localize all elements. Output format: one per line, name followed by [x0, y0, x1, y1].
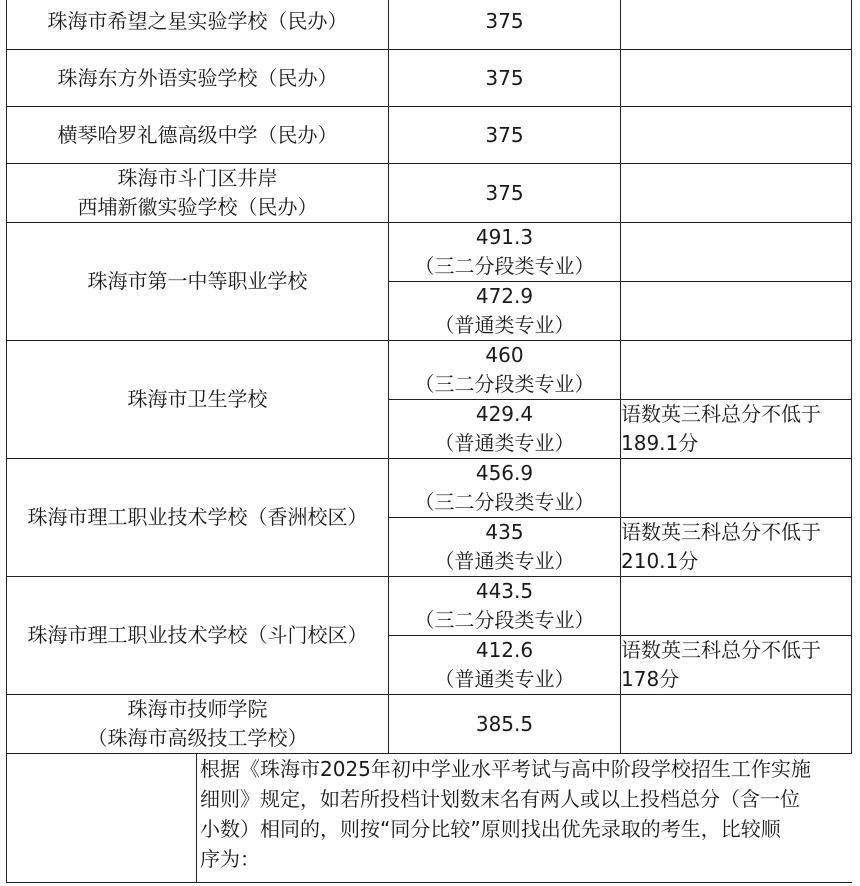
note-cell [621, 0, 852, 50]
note-cell [621, 282, 852, 341]
school-name-line: 西埔新徽实验学校（民办） [77, 195, 318, 219]
note-line: 178分 [621, 667, 680, 691]
school-name-cell [7, 164, 389, 223]
score-value: 443.5 [475, 579, 534, 603]
note-line: 语数英三科总分不低于 [621, 520, 821, 544]
footnote-line: 根据《珠海市2025年初中学业水平考试与高中阶段学校招生工作实施 [200, 757, 811, 781]
score-value: 375 [485, 65, 524, 90]
score-cell [389, 164, 621, 223]
footnote-line: 小数）相同的，则按“同分比较”原则找出优先录取的考生，比较顺 [200, 817, 781, 841]
major-type: （普通类专业） [434, 549, 575, 573]
score-cell [389, 577, 621, 636]
note-cell [621, 695, 852, 754]
table-row [7, 223, 852, 282]
school-name-line: 珠海市希望之星实验学校（民办） [47, 8, 348, 33]
school-name-cell [7, 341, 389, 459]
major-type: （三二分段类专业） [414, 490, 595, 514]
table-body [7, 0, 852, 883]
score-value: 412.6 [475, 638, 534, 662]
footnote-box [196, 754, 852, 882]
school-name-cell [7, 577, 389, 695]
major-type: （普通类专业） [434, 313, 575, 337]
note-line: 语数英三科总分不低于 [621, 638, 821, 662]
score-cell [389, 0, 621, 50]
admission-score-table [6, 0, 852, 883]
school-name-cell [7, 695, 389, 754]
table-row [7, 341, 852, 400]
footnote-line: 细则》规定，如若所投档计划数末名有两人或以上投档总分（含一位 [200, 787, 800, 811]
note-text [621, 518, 851, 576]
note-line: 语数英三科总分不低于 [621, 402, 821, 426]
school-name-line: 珠海市技师学院 [127, 697, 268, 721]
major-type: （普通类专业） [434, 667, 575, 691]
major-type: （三二分段类专业） [414, 372, 595, 396]
major-type: （普通类专业） [434, 431, 575, 455]
note-cell [621, 107, 852, 164]
score-value: 375 [485, 8, 524, 33]
score-value: 460 [485, 343, 524, 367]
major-type: （三二分段类专业） [414, 608, 595, 632]
note-cell [621, 400, 852, 459]
school-name-line: 珠海市理工职业技术学校（香洲校区） [27, 505, 368, 529]
school-name-line: 珠海市斗门区井岸 [117, 166, 278, 190]
school-name-line: （珠海市高级技工学校） [87, 726, 308, 750]
note-line: 189.1分 [621, 431, 699, 455]
score-cell [389, 107, 621, 164]
score-cell [389, 636, 621, 695]
footnote-line: 序为： [200, 847, 260, 871]
score-value: 385.5 [475, 711, 534, 736]
score-value: 429.4 [475, 402, 534, 426]
note-cell [621, 164, 852, 223]
school-name-cell [7, 459, 389, 577]
note-cell [621, 341, 852, 400]
school-name-line: 珠海市理工职业技术学校（斗门校区） [27, 623, 368, 647]
table-row [7, 164, 852, 223]
table-row [7, 459, 852, 518]
school-name-line: 横琴哈罗礼德高级中学（民办） [57, 122, 338, 147]
major-type: （三二分段类专业） [414, 254, 595, 278]
school-name-cell [7, 0, 389, 50]
score-value: 456.9 [475, 461, 534, 485]
note-cell [621, 518, 852, 577]
score-cell [389, 695, 621, 754]
note-text [621, 636, 851, 694]
note-text [621, 400, 851, 458]
table-row [7, 107, 852, 164]
note-cell [621, 636, 852, 695]
school-name-cell [7, 50, 389, 107]
note-cell [621, 459, 852, 518]
note-cell [621, 223, 852, 282]
score-value: 491.3 [475, 225, 534, 249]
score-cell [389, 459, 621, 518]
score-value: 435 [485, 520, 524, 544]
footnote-blank-cell [7, 754, 852, 883]
score-cell [389, 223, 621, 282]
table-row [7, 577, 852, 636]
school-name-line: 珠海市卫生学校 [127, 387, 268, 411]
school-name-cell [7, 107, 389, 164]
school-name-cell [7, 223, 389, 341]
table-row [7, 0, 852, 50]
footnote-row [7, 754, 852, 883]
score-cell [389, 400, 621, 459]
score-cell [389, 518, 621, 577]
score-cell [389, 341, 621, 400]
table-row [7, 695, 852, 754]
score-value: 472.9 [475, 284, 534, 308]
note-cell [621, 577, 852, 636]
note-cell [621, 50, 852, 107]
school-name-line: 珠海东方外语实验学校（民办） [57, 65, 338, 90]
school-name-line: 珠海市第一中等职业学校 [87, 269, 308, 293]
note-line: 210.1分 [621, 549, 699, 573]
table-row [7, 50, 852, 107]
score-cell [389, 282, 621, 341]
score-value: 375 [485, 180, 524, 205]
score-cell [389, 50, 621, 107]
score-value: 375 [485, 122, 524, 147]
